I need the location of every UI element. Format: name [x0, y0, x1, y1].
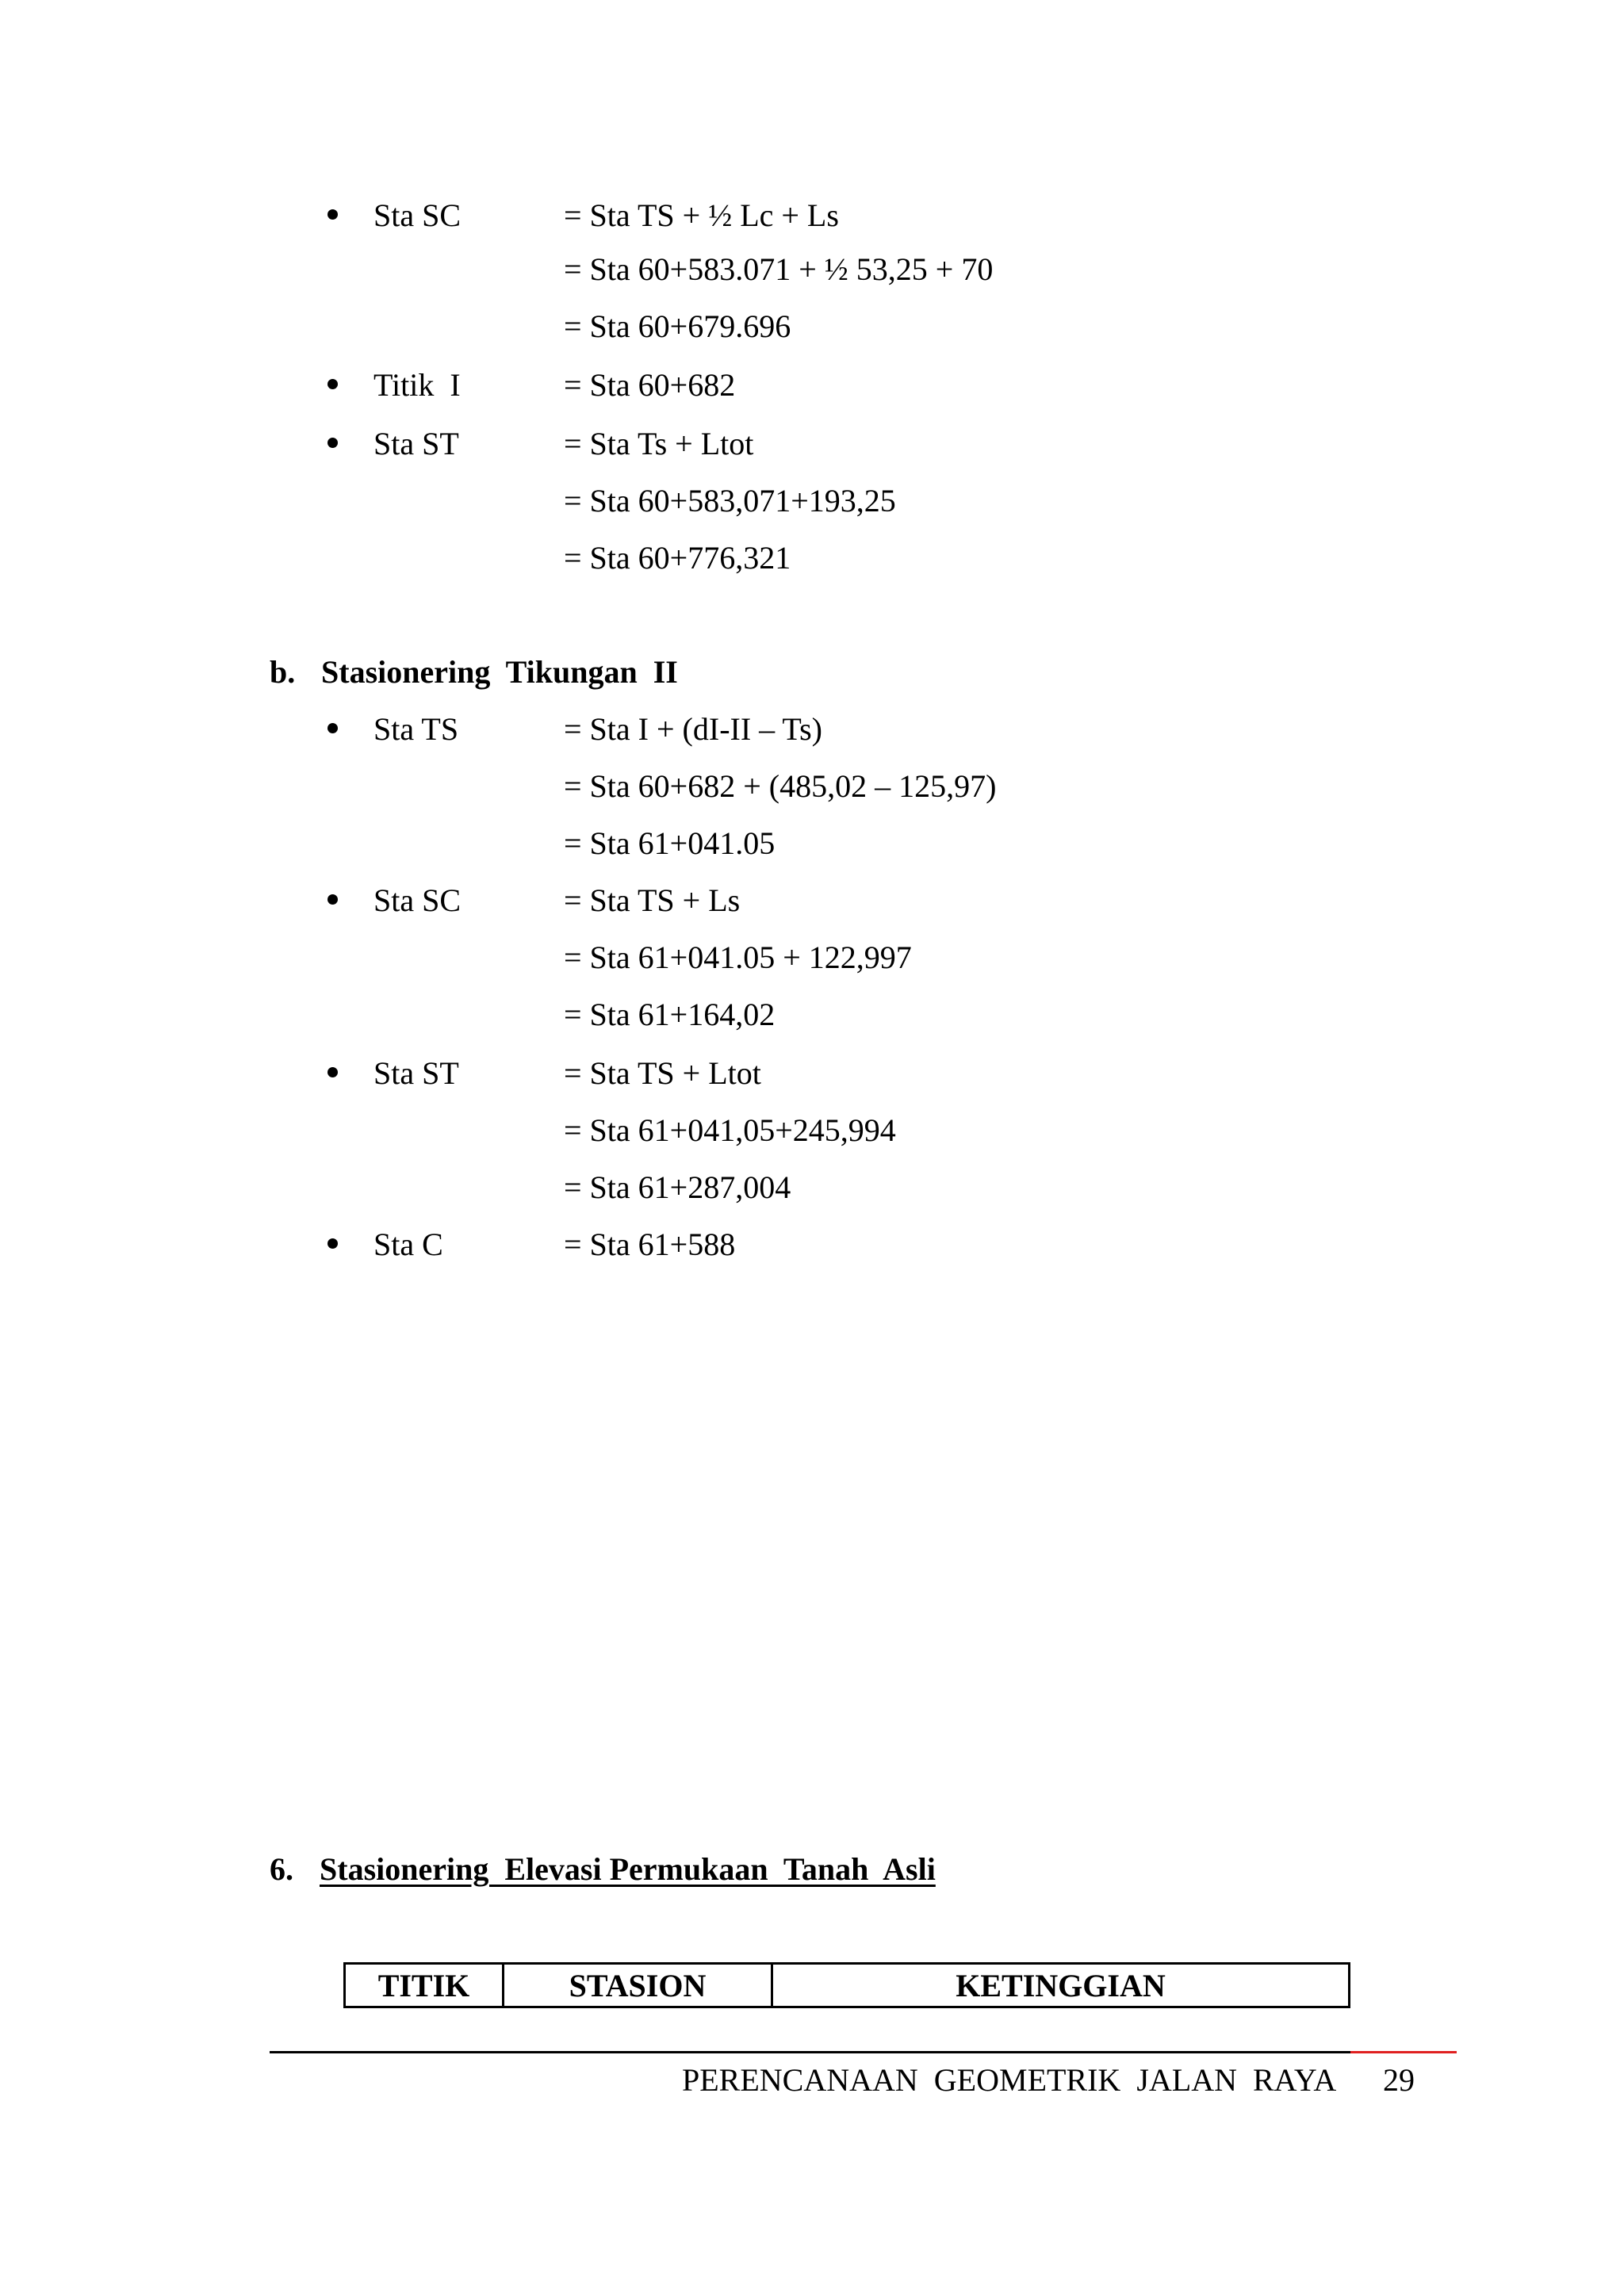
- section-b-marker: b.: [270, 654, 296, 690]
- formula-line: = Sta 60+583.071 + ½ 53,25 + 70: [564, 251, 994, 287]
- section-b-title: Stasionering Tikungan II: [321, 654, 678, 690]
- formula-line: = Sta Ts + Ltot: [564, 426, 754, 461]
- formula-line: = Sta 61+041,05+245,994: [564, 1112, 896, 1148]
- item-label-sta-st: Sta ST: [373, 426, 459, 461]
- formula-line: = Sta 61+041.05 + 122,997: [564, 939, 912, 975]
- item-label-sta-sc: Sta SC: [373, 197, 462, 233]
- footer-title: PERENCANAAN GEOMETRIK JALAN RAYA: [682, 2062, 1337, 2098]
- page-number: 29: [1383, 2062, 1415, 2098]
- item-label-sta-sc: Sta SC: [373, 882, 462, 918]
- bullet-icon: [327, 1238, 338, 1249]
- table-header-titik: TITIK: [345, 1964, 504, 2007]
- formula-line: = Sta 60+583,071+193,25: [564, 483, 896, 519]
- formula-line: = Sta 60+682 + (485,02 – 125,97): [564, 768, 997, 804]
- bullet-icon: [327, 379, 338, 389]
- footer-divider: [270, 2051, 1350, 2053]
- bullet-icon: [327, 209, 338, 220]
- item-label-sta-st: Sta ST: [373, 1055, 459, 1091]
- elevation-table: [343, 1962, 1350, 2008]
- section-6-title: [320, 1850, 936, 1888]
- formula-line: = Sta TS + Ltot: [564, 1055, 761, 1091]
- item-label-sta-ts: Sta TS: [373, 711, 459, 747]
- table-header-ketinggian: KETINGGIAN: [772, 1964, 1350, 2007]
- formula-line: = Sta 60+682: [564, 367, 736, 403]
- formula-line: = Sta 61+041.05: [564, 825, 776, 861]
- formula-line: = Sta 61+164,02: [564, 997, 776, 1032]
- formula-line: = Sta 61+287,004: [564, 1169, 791, 1205]
- formula-line: = Sta 60+679.696: [564, 308, 791, 344]
- table-header-stasion: STASION: [504, 1964, 772, 2007]
- item-label-titik-i: Titik I: [373, 367, 461, 403]
- formula-line: = Sta I + (dI-II – Ts): [564, 711, 822, 747]
- formula-line: = Sta TS + Ls: [564, 882, 741, 918]
- bullet-icon: [327, 894, 338, 905]
- section-6-number: 6.: [270, 1851, 293, 1887]
- bullet-icon: [327, 723, 338, 733]
- table-header-row: [345, 1964, 1350, 2007]
- bullet-icon: [327, 1067, 338, 1077]
- footer-accent-divider: [1350, 2051, 1457, 2053]
- item-label-sta-c: Sta C: [373, 1226, 443, 1262]
- bullet-icon: [327, 438, 338, 448]
- formula-line: = Sta 61+588: [564, 1226, 736, 1262]
- section-6-title-text: Stasionering Elevasi Permukaan Tanah Asli: [320, 1851, 936, 1887]
- formula-line: = Sta 60+776,321: [564, 540, 791, 576]
- formula-line: = Sta TS + ½ Lc + Ls: [564, 197, 839, 233]
